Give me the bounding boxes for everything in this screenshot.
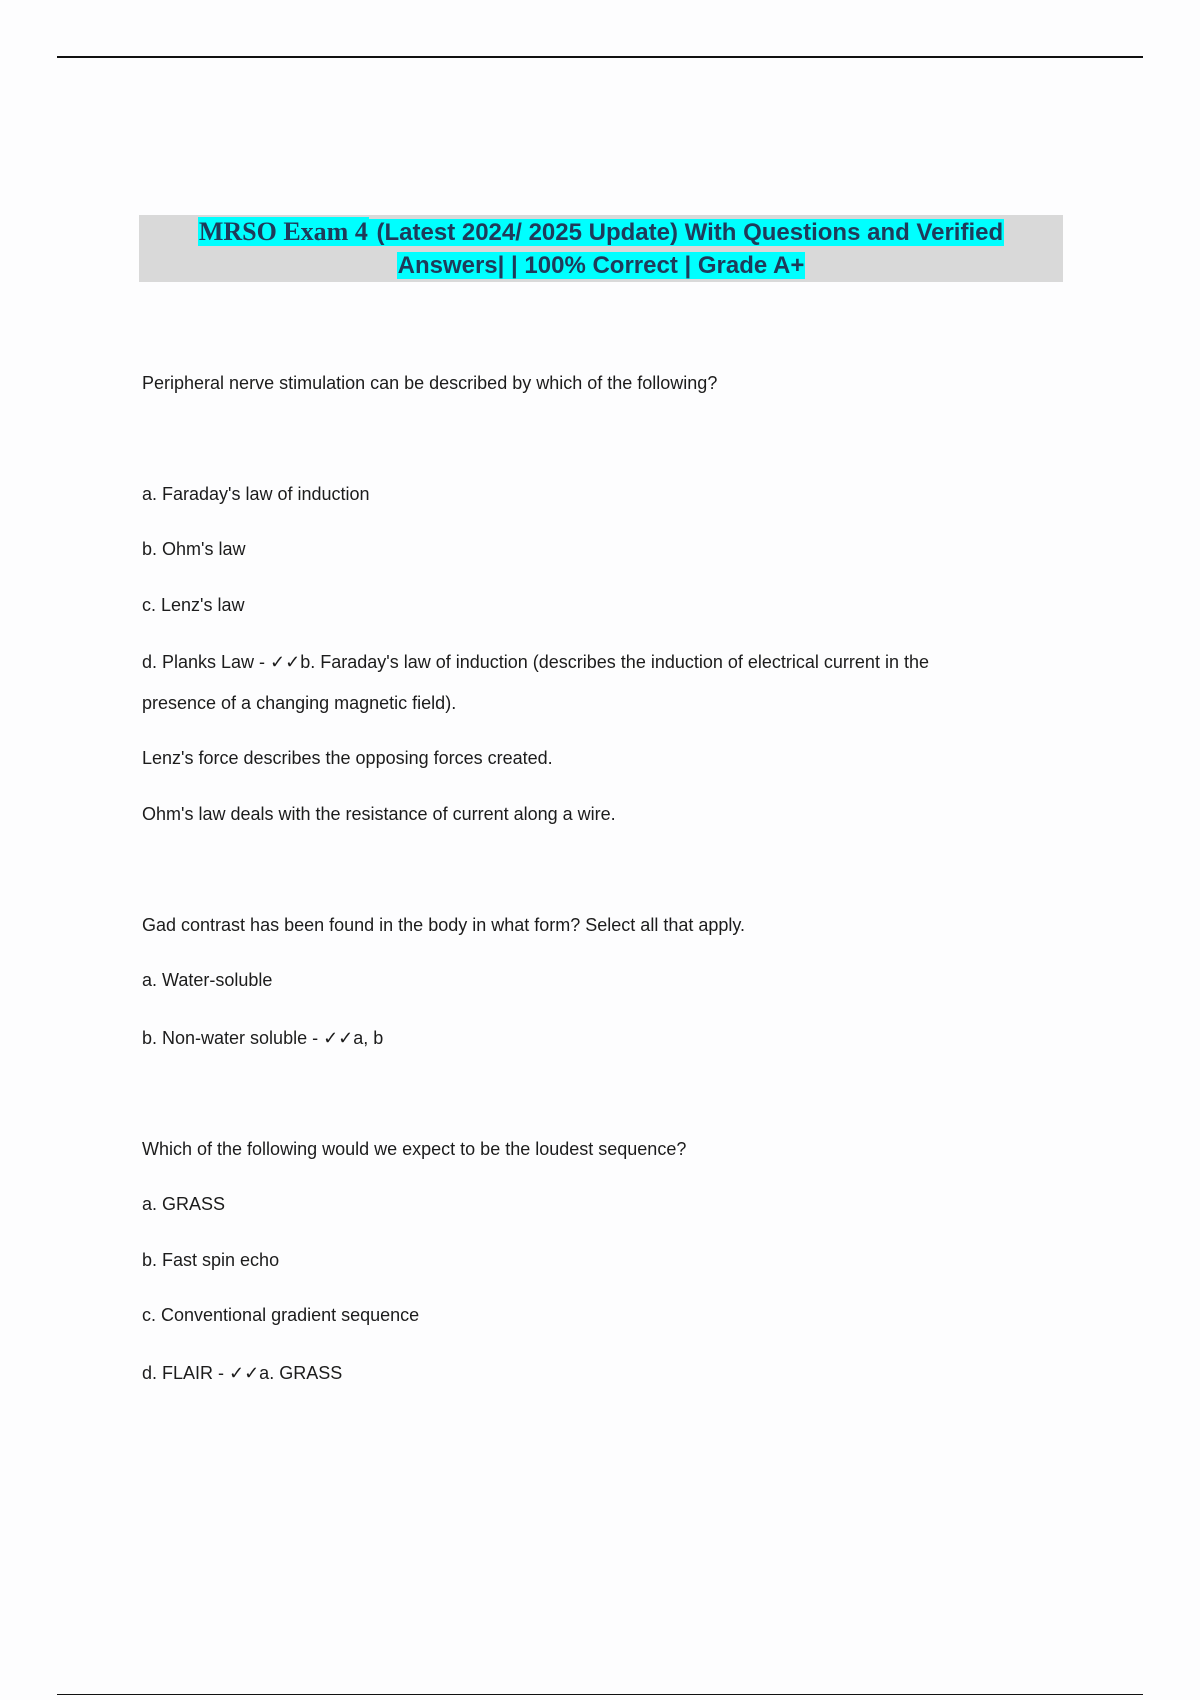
question-3-prompt: Which of the following would we expect to be the loudest sequence?: [142, 1139, 687, 1159]
question-2-option-b-answer: b. Non-water soluble - ✓✓a, b: [142, 1028, 384, 1048]
question-1-note-ohm: Ohm's law deals with the resistance of current along a wire.: [142, 804, 616, 824]
question-1-option-a: a. Faraday's law of induction: [142, 484, 370, 504]
question-2-prompt: Gad contrast has been found in the body in what form? Select all that apply.: [142, 915, 746, 935]
title-rest: (Latest 2024/ 2025 Update) With Questions and Verified: [369, 219, 1004, 246]
question-1-option-c: c. Lenz's law: [142, 595, 245, 615]
question-1-answer-continuation: presence of a changing magnetic field).: [142, 693, 457, 713]
bottom-rule: [57, 1694, 1143, 1695]
title-line-2-text: Answers| | 100% Correct | Grade A+: [397, 252, 805, 279]
top-rule: [57, 56, 1143, 58]
question-1-note-lenz: Lenz's force describes the opposing forces created.: [142, 748, 553, 768]
question-3-option-d-answer: d. FLAIR - ✓✓a. GRASS: [142, 1363, 343, 1383]
question-1-option-b: b. Ohm's law: [142, 539, 246, 559]
title-lead: MRSO Exam 4: [198, 217, 368, 246]
question-1-prompt: Peripheral nerve stimulation can be described by which of the following?: [142, 373, 718, 393]
question-1-option-d-answer: d. Planks Law - ✓✓b. Faraday's law of induction (describes the induction of electrical current in the: [142, 652, 929, 672]
title-line-1: [139, 215, 1063, 249]
title-line-2: [139, 249, 1063, 282]
question-3-option-b: b. Fast spin echo: [142, 1250, 280, 1270]
question-3-option-a: a. GRASS: [142, 1194, 226, 1214]
document-title: [139, 215, 1063, 282]
question-3-option-c: c. Conventional gradient sequence: [142, 1305, 420, 1325]
question-2-option-a: a. Water-soluble: [142, 970, 273, 990]
